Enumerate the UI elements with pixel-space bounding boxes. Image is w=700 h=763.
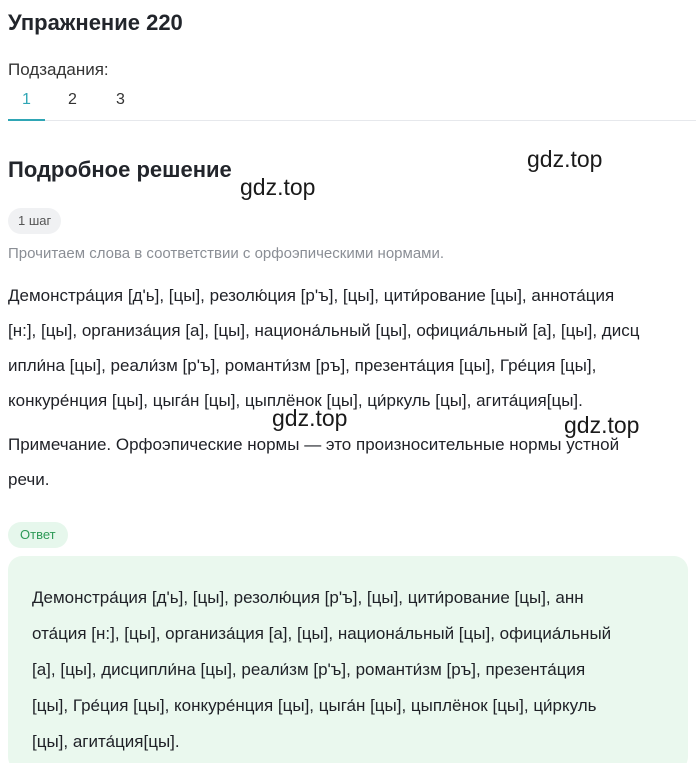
answer-line: ота́ция [н:], [цы], организа́ция [а], [цы], национа́льный [цы], официа́льный [32,624,612,643]
section-title: Подробное решение [8,157,232,182]
tab-3[interactable]: 3 [116,91,125,108]
step-hint: Прочитаем слова в соответствии с орфоэпическими нормами. [8,245,445,262]
watermark: gdz.top [564,412,640,438]
answer-line: Демонстра́ция [д'ь], [цы], резолю́ция [р'ъ], [цы], цити́рование [цы], анн [32,588,584,607]
watermark: gdz.top [240,174,316,200]
answer-line: [цы], агита́ция[цы]. [32,732,180,751]
answer-line: [а], [цы], дисципли́на [цы], реали́зм [р'ъ], романти́зм [ръ], презента́ция [32,660,586,679]
tab-1[interactable]: 1 [8,91,45,121]
tab-2[interactable]: 2 [68,91,77,108]
solution-line: [н:], [цы], организа́ция [а], [цы], национа́льный [цы], официа́льный [а], [цы], дисц [8,321,640,340]
subtasks-label: Подзадания: [8,60,109,79]
solution-line: конкуре́нция [цы], цыга́н [цы], цыплёнок [цы], ци́ркуль [цы], агита́ция[цы]. [8,391,583,410]
step-badge: 1 шаг [8,208,61,234]
watermark: gdz.top [272,405,348,431]
note-line: речи. [8,470,50,489]
answer-badge: Ответ [8,522,68,548]
watermark: gdz.top [527,146,603,172]
answer-text [32,580,672,760]
subtask-tabs [8,88,696,121]
note-line: Примечание. Орфоэпические нормы — это произносительные нормы устной [8,435,620,454]
page-title: Упражнение 220 [8,10,183,35]
solution-line: Демонстра́ция [д'ь], [цы], резолю́ция [р'ъ], [цы], цити́рование [цы], аннота́ция [8,286,615,305]
solution-line: ипли́на [цы], реали́зм [р'ъ], романти́зм [ръ], презента́ция [цы], Гре́ция [цы], [8,356,597,375]
solution-text [8,278,696,418]
answer-line: [цы], Гре́ция [цы], конкуре́нция [цы], цыга́н [цы], цыплёнок [цы], ци́ркуль [32,696,597,715]
